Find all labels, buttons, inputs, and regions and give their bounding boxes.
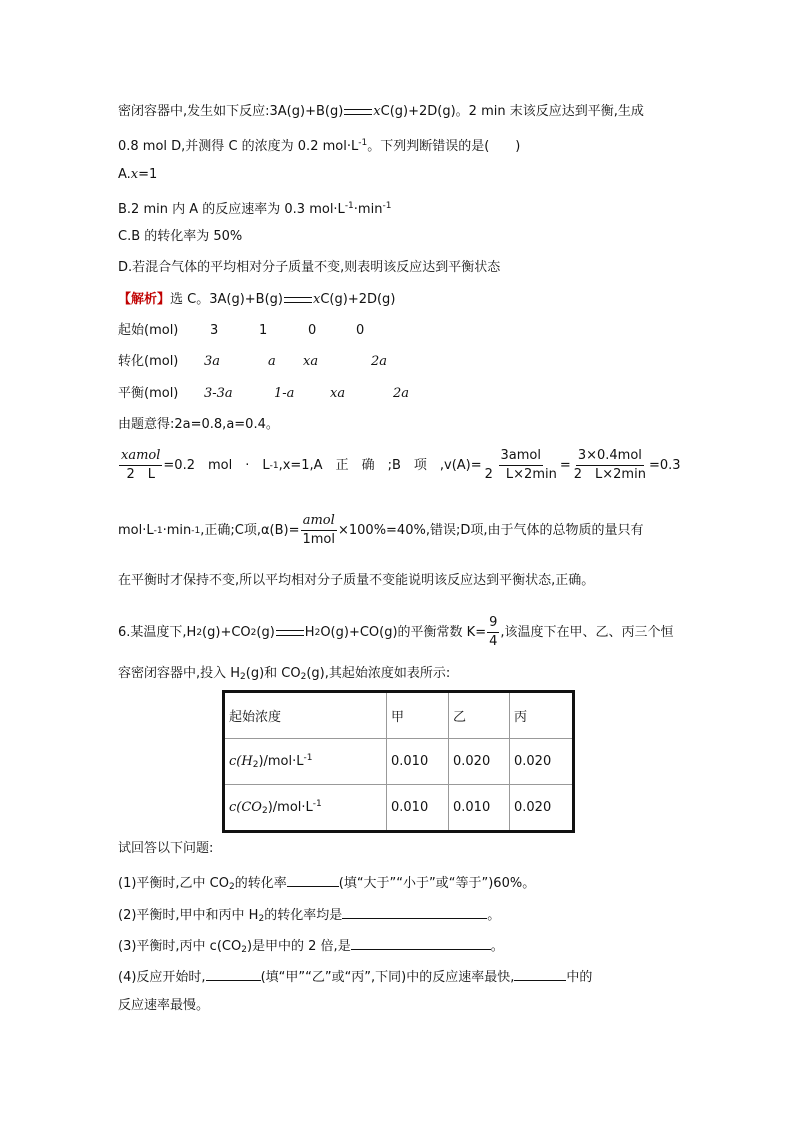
change-val-a: 3a (204, 354, 221, 369)
subscript: 2 (300, 672, 307, 682)
answer-blank[interactable] (514, 966, 566, 981)
fraction-numerator: 3×0.4mol (576, 448, 644, 466)
fraction-denominator: 2 L×2min (573, 467, 646, 482)
superscript: -1 (344, 201, 354, 211)
answer-blank[interactable] (342, 904, 487, 919)
start-row (118, 322, 178, 340)
analysis-text: ,正确;C项,α(B)= (200, 522, 300, 538)
q6-stem-part: ,该温度下在甲、乙、丙三个恒 (500, 624, 674, 640)
equilibrium-arrow-icon (276, 629, 304, 637)
table-cell: 0.010 (387, 739, 449, 785)
change-row (118, 353, 178, 371)
part-text: (填“甲”“乙”或“丙”,下同)中的反应速率最快, (260, 970, 515, 985)
answer-blank[interactable] (206, 966, 261, 981)
table-header-cell: 乙 (449, 692, 510, 739)
table-row-label (224, 739, 387, 785)
q6-part3 (118, 935, 504, 959)
analysis-line-conclusion: 在平衡时才保持不变,所以平均相对分子质量不变能说明该反应达到平衡状态,正确。 (118, 573, 595, 588)
part-text: 的转化率 (234, 876, 287, 891)
start-val-d: 0 (356, 323, 365, 338)
start-val-b: 1 (259, 323, 268, 338)
superscript: -1 (382, 201, 392, 211)
analysis-line-conversion (118, 513, 644, 548)
start-val-a: 3 (210, 323, 219, 338)
subscript: 2 (229, 882, 235, 892)
q6-stem-line1 (118, 615, 674, 650)
eq-val-b: 1-a (274, 386, 295, 401)
analysis-text: =0.2 mol · L (163, 457, 270, 473)
q6-stem-part: (g),其起始浓度如表所示: (306, 666, 451, 681)
row-label: 起始(mol) (118, 323, 179, 338)
fraction-3x04mol (572, 448, 648, 483)
q5-stem-part: 0.8 mol D,并测得 C 的浓度为 0.2 mol·L (118, 139, 359, 154)
analysis-tag: 【解析】 (118, 292, 171, 307)
part-text: 。 (490, 939, 504, 954)
part-text: 中的 (566, 970, 593, 985)
superscript: -1 (303, 753, 313, 763)
fraction-k (487, 615, 499, 650)
fraction-denominator: 2 L×2min (484, 467, 557, 482)
label-part: c(CO (229, 800, 262, 815)
fraction-numerator: 3amol (499, 448, 543, 466)
q6-stem-part: (g) (256, 624, 275, 640)
eq-val-d: 2a (393, 386, 410, 401)
q5-stem-part: 。下列判断错误的是( ) (367, 139, 521, 154)
table-cell: 0.010 (387, 785, 449, 832)
answer-blank[interactable] (287, 872, 339, 887)
subscript: 2 (252, 760, 259, 770)
table-row (224, 739, 574, 785)
subscript: 2 (314, 627, 321, 638)
q6-part4 (118, 966, 592, 987)
fraction-denominator: 4 (489, 634, 498, 649)
option-label: A. (118, 167, 131, 182)
q5-option-b (118, 197, 391, 219)
table-header-row (224, 692, 574, 739)
table-header-cell: 起始浓度 (224, 692, 387, 739)
q6-ask: 试回答以下问题: (118, 841, 214, 856)
q6-stem-part: 6.某温度下,H (118, 624, 197, 640)
q6-stem-part: H (304, 624, 315, 640)
part-text: (4)反应开始时, (118, 970, 206, 985)
analysis-text: ·min (162, 522, 192, 538)
analysis-line1 (118, 291, 395, 309)
table-cell: 0.020 (510, 739, 574, 785)
superscript: -1 (358, 138, 368, 148)
subscript: 2 (241, 945, 247, 955)
q6-part2 (118, 904, 500, 928)
equilibrium-row (118, 385, 178, 403)
part-text: 的转化率均是 (264, 908, 343, 923)
analysis-text: ×100%=40%,错误;D项,由于气体的总物质的量只有 (337, 522, 644, 538)
fraction-numerator: xamol (119, 448, 162, 466)
subscript: 2 (250, 627, 257, 638)
part-text: (2)平衡时,甲中和丙中 H (118, 908, 259, 923)
superscript: -1 (269, 460, 279, 471)
analysis-fraction-line (118, 448, 681, 483)
variable-x: x (373, 104, 381, 119)
superscript: -1 (191, 525, 201, 536)
table-cell: 0.020 (510, 785, 574, 832)
q5-option-a (118, 166, 157, 184)
variable-x: x (130, 167, 139, 182)
part-text: (填“大于”“小于”或“等于”)60%。 (338, 876, 536, 891)
option-text: ·min (353, 202, 383, 217)
q6-part4-cont: 反应速率最慢。 (118, 998, 210, 1013)
superscript: -1 (153, 525, 163, 536)
q5-stem-part: 密闭容器中,发生如下反应:3A(g)+B(g) (118, 104, 344, 119)
q5-stem-part: C(g)+2D(g)。2 min 末该反应达到平衡,生成 (380, 104, 644, 119)
row-label: 平衡(mol) (118, 386, 179, 401)
superscript: -1 (312, 799, 322, 809)
q5-stem-line2 (118, 134, 520, 156)
fraction-numerator: 9 (487, 615, 499, 633)
fraction-denominator: 2 L (126, 467, 155, 482)
fraction-3amol (483, 448, 559, 483)
subscript: 2 (196, 627, 203, 638)
table-cell: 0.010 (449, 785, 510, 832)
label-part: )/mol·L (267, 800, 313, 815)
label-part: )/mol·L (258, 754, 304, 769)
part-text: (3)平衡时,丙中 c(CO (118, 939, 242, 954)
analysis-text: =0.3 (648, 457, 681, 473)
table-row-label (224, 785, 387, 832)
option-text: B.2 min 内 A 的反应速率为 0.3 mol·L (118, 202, 345, 217)
initial-concentration-table (222, 690, 575, 833)
part-text: 。 (487, 908, 501, 923)
change-val-d: 2a (371, 354, 388, 369)
analysis-text: ,x=1,A 正 确 ;B 项 ,v(A)= (278, 457, 482, 473)
table-row (224, 785, 574, 832)
change-val-b: a (268, 354, 276, 369)
subscript: 2 (240, 672, 246, 682)
variable-x: x (313, 292, 321, 307)
option-text: =1 (138, 167, 158, 182)
eq-val-a: 3-3a (204, 386, 233, 401)
label-part: c(H (229, 754, 253, 769)
part-text: (1)平衡时,乙中 CO (118, 876, 229, 891)
part-text: )是甲中的 2 倍,是 (246, 939, 351, 954)
fraction-amol (300, 513, 337, 548)
given-line: 由题意得:2a=0.8,a=0.4。 (118, 417, 279, 432)
start-val-c: 0 (308, 323, 317, 338)
table-header-cell: 丙 (510, 692, 574, 739)
fraction-xamol (119, 448, 162, 483)
table-header-cell: 甲 (387, 692, 449, 739)
table-cell: 0.020 (449, 739, 510, 785)
fraction-denominator: 1mol (302, 532, 335, 547)
answer-blank[interactable] (351, 935, 491, 950)
equilibrium-arrow-icon (344, 108, 372, 116)
q6-stem-line2 (118, 665, 450, 686)
equilibrium-arrow-icon (284, 296, 312, 304)
row-label: 转化(mol) (118, 354, 179, 369)
q5-stem-line1 (118, 103, 644, 121)
q6-part1 (118, 872, 535, 896)
equals-sign: = (559, 457, 571, 473)
q6-stem-part: (g)和 CO (245, 666, 301, 681)
analysis-text: C(g)+2D(g) (320, 292, 396, 307)
q6-stem-part: O(g)+CO(g)的平衡常数 K= (320, 624, 487, 640)
eq-val-c: xa (330, 386, 346, 401)
analysis-text: 选 C。3A(g)+B(g) (170, 292, 283, 307)
change-val-c: xa (303, 354, 319, 369)
q5-option-d: D.若混合气体的平均相对分子质量不变,则表明该反应达到平衡状态 (118, 260, 501, 275)
subscript: 2 (258, 914, 265, 924)
q6-stem-part: (g)+CO (202, 624, 251, 640)
subscript: 2 (261, 806, 268, 816)
fraction-numerator: amol (301, 513, 337, 531)
q6-stem-part: 容密闭容器中,投入 H (118, 666, 241, 681)
analysis-text: mol·L (118, 522, 154, 538)
q5-option-c: C.B 的转化率为 50% (118, 229, 243, 244)
